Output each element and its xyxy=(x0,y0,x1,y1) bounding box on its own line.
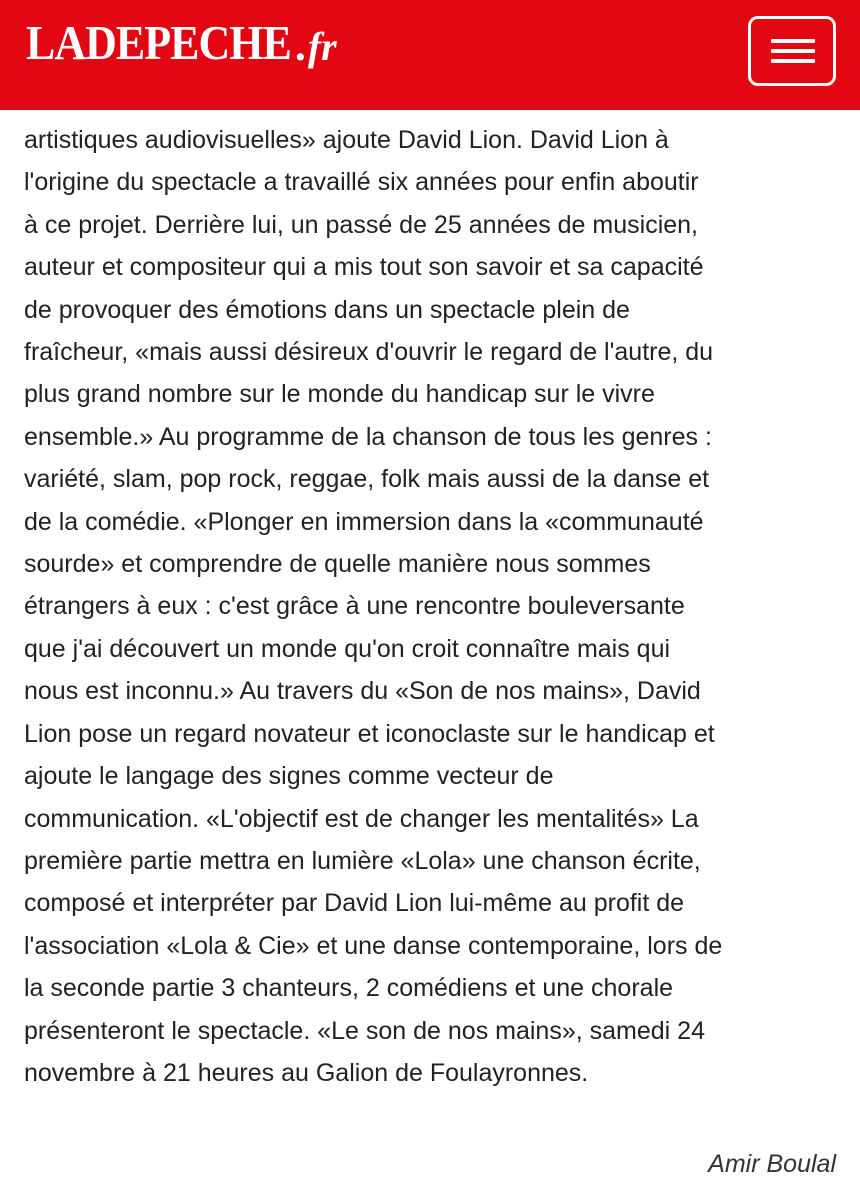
article-line: présenteront le spectacle. «Le son de nos mains», samedi 24 xyxy=(24,1016,705,1045)
article-line: la seconde partie 3 chanteurs, 2 comédiens et une chorale xyxy=(24,974,674,1003)
author-byline: Amir Boulal xyxy=(708,1150,836,1178)
hamburger-menu-icon-bar xyxy=(771,59,815,63)
article-line: plus grand nombre sur le monde du handicap sur le vivre xyxy=(24,380,655,409)
article-line: novembre à 21 heures au Galion de Foulayronnes. xyxy=(24,1058,589,1087)
article-line: sourde» et comprendre de quelle manière nous sommes xyxy=(24,550,651,579)
logo-tld: fr xyxy=(307,24,337,69)
article-line: Lion pose un regard novateur et iconoclaste sur le handicap et xyxy=(24,719,715,748)
site-logo[interactable] xyxy=(26,16,337,80)
article-line: de la comédie. «Plonger en immersion dans la «communauté xyxy=(24,507,704,536)
hamburger-menu-icon-bar xyxy=(771,49,815,53)
article-body xyxy=(24,119,844,1094)
article-line: ajoute le langage des signes comme vecteur de xyxy=(24,762,554,791)
article-content xyxy=(24,119,844,1094)
article-line: l'origine du spectacle a travaillé six années pour enfin aboutir xyxy=(24,168,699,197)
article-line: que j'ai découvert un monde qu'on croit connaître mais qui xyxy=(24,634,671,663)
article-line: de provoquer des émotions dans un spectacle plein de xyxy=(24,295,630,324)
article-line: l'association «Lola & Cie» et une danse contemporaine, lors de xyxy=(24,931,723,960)
logo-wordmark: LADEPECHE xyxy=(26,16,291,71)
logo-dot: . xyxy=(294,21,306,70)
article-line: auteur et compositeur qui a mis tout son savoir et sa capacité xyxy=(24,253,704,282)
article-line: composé et interpréter par David Lion lui-même au profit de xyxy=(24,889,685,918)
article-line: communication. «L'objectif est de changer les mentalités» La xyxy=(24,804,699,833)
article-line: nous est inconnu.» Au travers du «Son de nos mains», David xyxy=(24,677,701,706)
article-line: variété, slam, pop rock, reggae, folk mais aussi de la danse et xyxy=(24,465,710,494)
article-line: artistiques audiovisuelles» ajoute David Lion. David Lion à xyxy=(24,126,669,154)
site-header xyxy=(0,0,860,110)
article-line: ensemble.» Au programme de la chanson de tous les genres : xyxy=(24,422,712,451)
article-line: à ce projet. Derrière lui, un passé de 25 années de musicien, xyxy=(24,210,698,239)
article-line: fraîcheur, «mais aussi désireux d'ouvrir le regard de l'autre, du xyxy=(24,338,714,367)
article-line: première partie mettra en lumière «Lola» une chanson écrite, xyxy=(24,846,701,875)
hamburger-menu-icon xyxy=(771,39,815,43)
article-line: étrangers à eux : c'est grâce à une rencontre bouleversante xyxy=(24,592,685,621)
menu-button[interactable] xyxy=(748,16,836,86)
